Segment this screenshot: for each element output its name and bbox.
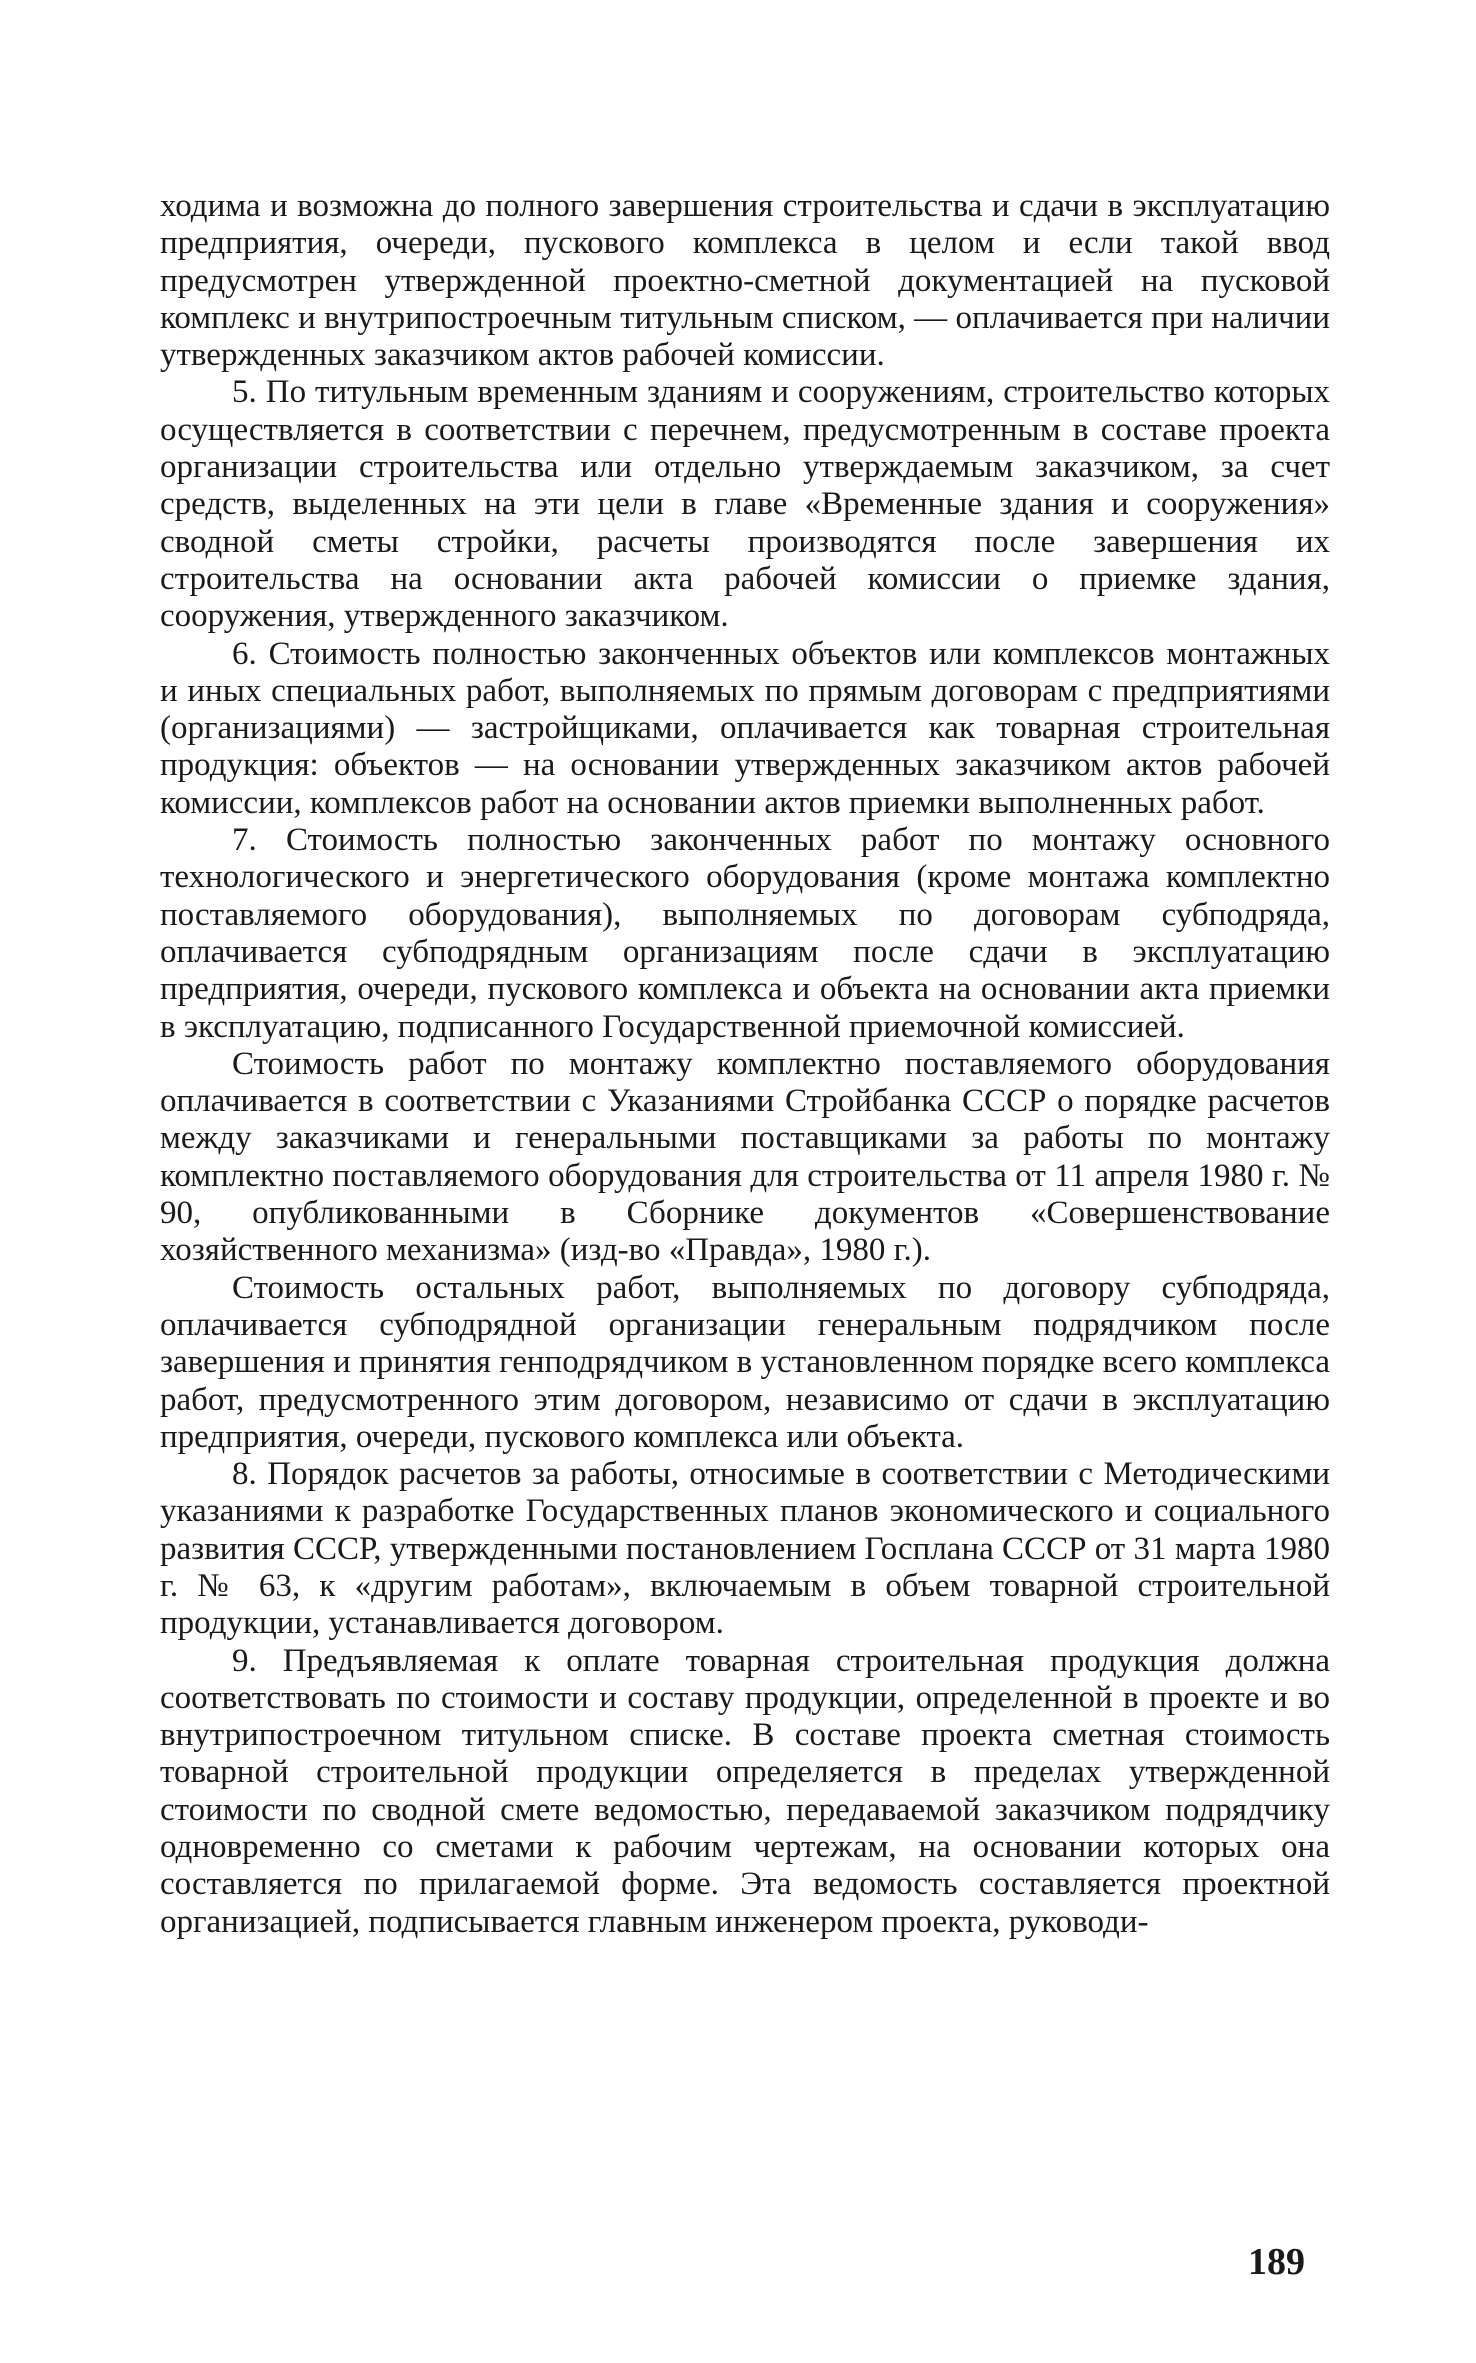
paragraph-5: Стоимость работ по монтажу комплектно поставляемого оборудования оплачивается в соответствии с Указаниями Стройбанка СССР о порядке расчетов между заказчиками и генеральными поставщиками за работы по монтажу комплектно поставляемого оборудования для строительства от 11 апреля 1980 г. № 90, опубликованными в Сборнике документов «Совершенствование хозяйственного механизма» (изд-во «Правда», 1980 г.). [160, 1045, 1330, 1269]
paragraph-4: 7. Стоимость полностью законченных работ по монтажу основного технологического и энергетического оборудования (кроме монтажа комплектно поставляемого оборудования), выполняемых по договорам субподряда, оплачивается субподрядным организациям после сдачи в эксплуатацию предприятия, очереди, пускового комплекса и объекта на основании акта приемки в эксплуатацию, подписанного Государственной приемочной комиссией. [160, 822, 1330, 1045]
document-body [160, 188, 1330, 1941]
paragraph-3: 6. Стоимость полностью законченных объектов или комплексов монтажных и иных специальных работ, выполняемых по прямым договорам с предприятиями (организациями) — застройщиками, оплачивается как товарная строительная продукция: объектов — на основании утвержденных заказчиком актов рабочей комиссии, комплексов работ на основании актов приемки выполненных работ. [160, 635, 1330, 821]
paragraph-8: 9. Предъявляемая к оплате товарная строительная продукция должна соответствовать по стоимости и составу продукции, определенной в проекте и во внутрипостроечном титульном списке. В составе проекта сметная стоимость товарной строительной продукции определяется в пределах утвержденной стоимости по сводной смете ведомостью, передаваемой заказчиком подрядчику одновременно со сметами к рабочим чертежам, на основании которых она составляется по прилагаемой форме. Эта ведомость составляется проектной организацией, подписывается главным инженером проекта, руководи- [160, 1642, 1330, 1940]
paragraph-1: ходима и возможна до полного завершения строительства и сдачи в эксплуатацию предприятия, очереди, пускового комплекса в целом и если такой ввод предусмотрен утвержденной проектно-сметной документацией на пусковой комплекс и внутрипостроечным титульным списком, — оплачивается при наличии утвержденных заказчиком актов рабочей комиссии. [160, 188, 1330, 374]
page-number: 189 [1248, 2241, 1305, 2283]
paragraph-2: 5. По титульным временным зданиям и сооружениям, строительство которых осуществляется в соответствии с перечнем, предусмотренным в составе проекта организации строительства или отдельно утверждаемым заказчиком, за счет средств, выделенных на эти цели в главе «Временные здания и сооружения» сводной сметы стройки, расчеты производятся после завершения их строительства на основании акта рабочей комиссии о приемке здания, сооружения, утвержденного заказчиком. [160, 374, 1330, 635]
paragraph-6: Стоимость остальных работ, выполняемых по договору субподряда, оплачивается субподрядной организации генеральным подрядчиком после завершения и принятия генподрядчиком в установленном порядке всего комплекса работ, предусмотренного этим договором, независимо от сдачи в эксплуатацию предприятия, очереди, пускового комплекса или объекта. [160, 1269, 1330, 1455]
paragraph-7: 8. Порядок расчетов за работы, относимые в соответствии с Методическими указаниями к разработке Государственных планов экономического и социального развития СССР, утвержденными постановлением Госплана СССР от 31 марта 1980 г. № 63, к «другим работам», включаемым в объем товарной строительной продукции, устанавливается договором. [160, 1456, 1330, 1642]
